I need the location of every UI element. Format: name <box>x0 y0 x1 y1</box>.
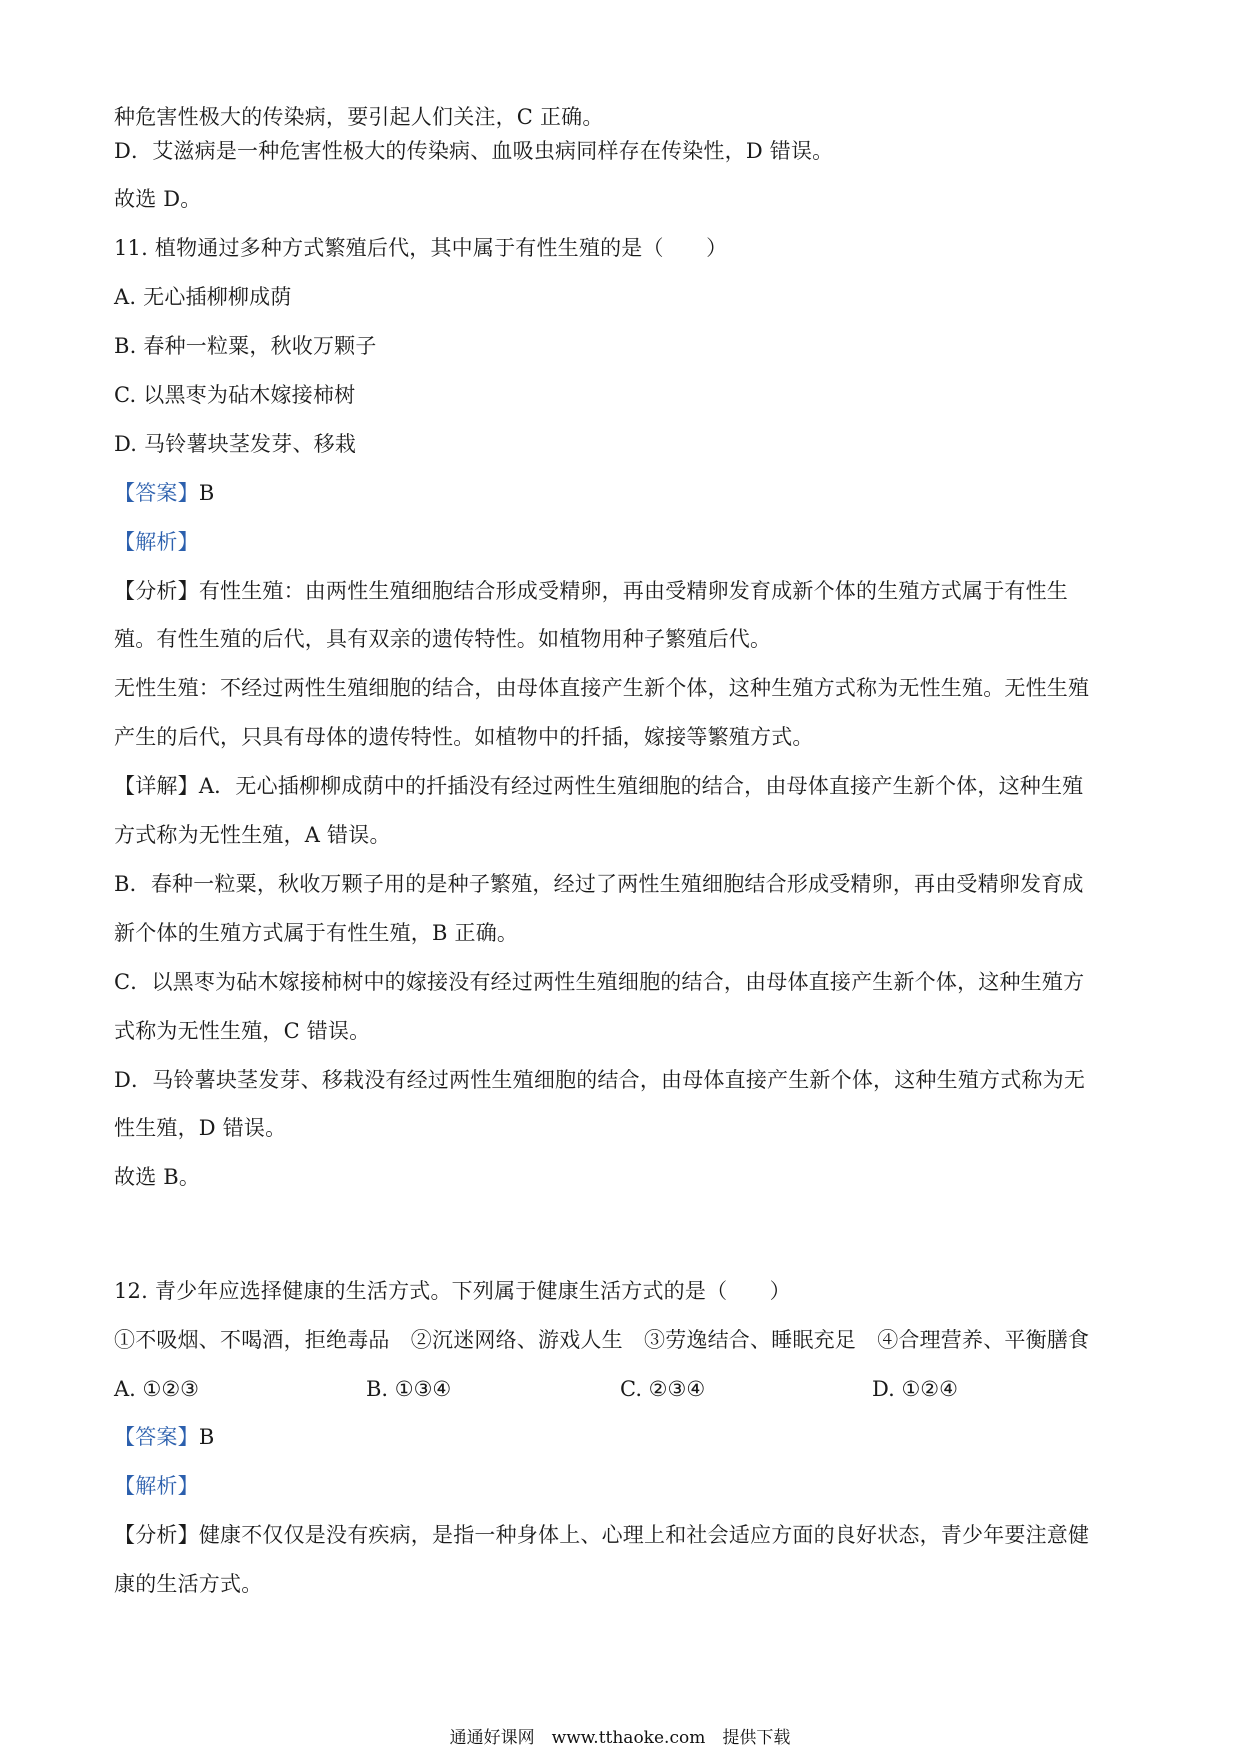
text-line: C．以黑枣为砧木嫁接柿树中的嫁接没有经过两性生殖细胞的结合，由母体直接产生新个体，这种生殖方 <box>114 970 1085 994</box>
text-line: 故选 B。 <box>114 1165 201 1189</box>
question-11-option-b: B. 春种一粒粟，秋收万颗子 <box>114 334 377 358</box>
analysis-heading <box>114 527 1130 557</box>
text-line: 康的生活方式。 <box>114 1572 263 1596</box>
text-line: D．艾滋病是一种危害性极大的传染病、血吸虫病同样存在传染性，D 错误。 <box>114 139 834 163</box>
fenxi-text: 有性生殖：由两性生殖细胞结合形成受精卵，再由受精卵发育成新个体的生殖方式属于有性生 <box>198 579 1069 603</box>
question-12-option-c: C. ②③④ <box>620 1377 706 1401</box>
text-line: 殖。有性生殖的后代，具有双亲的遗传特性。如植物用种子繁殖后代。 <box>114 627 772 651</box>
question-12-stem: 12. 青少年应选择健康的生活方式。下列属于健康生活方式的是（ ） <box>114 1279 791 1303</box>
question-12-option-d: D. ①②④ <box>872 1377 958 1401</box>
analysis-tag: 【解析】 <box>114 530 199 554</box>
text-line: 无性生殖：不经过两性生殖细胞的结合，由母体直接产生新个体，这种生殖方式称为无性生殖。无性生殖 <box>114 676 1090 700</box>
text-line: B．春种一粒粟，秋收万颗子用的是种子繁殖，经过了两性生殖细胞结合形成受精卵，再由受精卵发育成 <box>114 872 1084 896</box>
answer-tag: 【答案】 <box>114 1425 199 1449</box>
answer-value: B <box>198 481 215 505</box>
text-line: 故选 D。 <box>114 187 202 211</box>
page-footer: 通通好课网 www.tthaoke.com 提供下载 <box>449 1728 791 1748</box>
answer-line <box>114 478 1130 508</box>
answer-line <box>114 1422 1130 1452</box>
fenxi-line <box>114 1520 1130 1550</box>
text-line: 性生殖，D 错误。 <box>114 1116 287 1140</box>
answer-tag: 【答案】 <box>114 481 199 505</box>
text-line: 种危害性极大的传染病，要引起人们关注，C 正确。 <box>114 105 604 129</box>
text-line: 产生的后代，只具有母体的遗传特性。如植物中的扦插，嫁接等繁殖方式。 <box>114 725 814 749</box>
question-12-option-a: A. ①②③ <box>114 1377 199 1401</box>
text-line: 式称为无性生殖，C 错误。 <box>114 1019 371 1043</box>
text-line: D．马铃薯块茎发芽、移栽没有经过两性生殖细胞的结合，由母体直接产生新个体，这种生殖方式称为无 <box>114 1068 1086 1092</box>
detail-text: A．无心插柳柳成荫中的扦插没有经过两性生殖细胞的结合，由母体直接产生新个体，这种生殖 <box>198 774 1084 798</box>
question-11-option-d: D. 马铃薯块茎发芽、移栽 <box>114 432 357 456</box>
question-11-option-c: C. 以黑枣为砧木嫁接柿树 <box>114 383 356 407</box>
question-11-stem: 11. 植物通过多种方式繁殖后代，其中属于有性生殖的是（ ） <box>114 236 728 260</box>
fenxi-line <box>114 576 1130 606</box>
question-11-option-a: A. 无心插柳柳成荫 <box>114 285 292 309</box>
detail-tag: 【详解】 <box>114 774 199 798</box>
analysis-tag: 【解析】 <box>114 1474 199 1498</box>
answer-value: B <box>198 1425 215 1449</box>
fenxi-tag: 【分析】 <box>114 579 199 603</box>
text-line: 新个体的生殖方式属于有性生殖，B 正确。 <box>114 921 519 945</box>
fenxi-text: 健康不仅仅是没有疾病，是指一种身体上、心理上和社会适应方面的良好状态，青少年要注意健 <box>198 1523 1090 1547</box>
text-line: 方式称为无性生殖，A 错误。 <box>114 823 391 847</box>
detail-line <box>114 771 1130 801</box>
analysis-heading <box>114 1471 1130 1501</box>
fenxi-tag: 【分析】 <box>114 1523 199 1547</box>
question-12-option-b: B. ①③④ <box>366 1377 452 1401</box>
question-12-items: ①不吸烟、不喝酒，拒绝毒品 ②沉迷网络、游戏人生 ③劳逸结合、睡眠充足 ④合理营养、平衡膳食 <box>114 1328 1090 1352</box>
